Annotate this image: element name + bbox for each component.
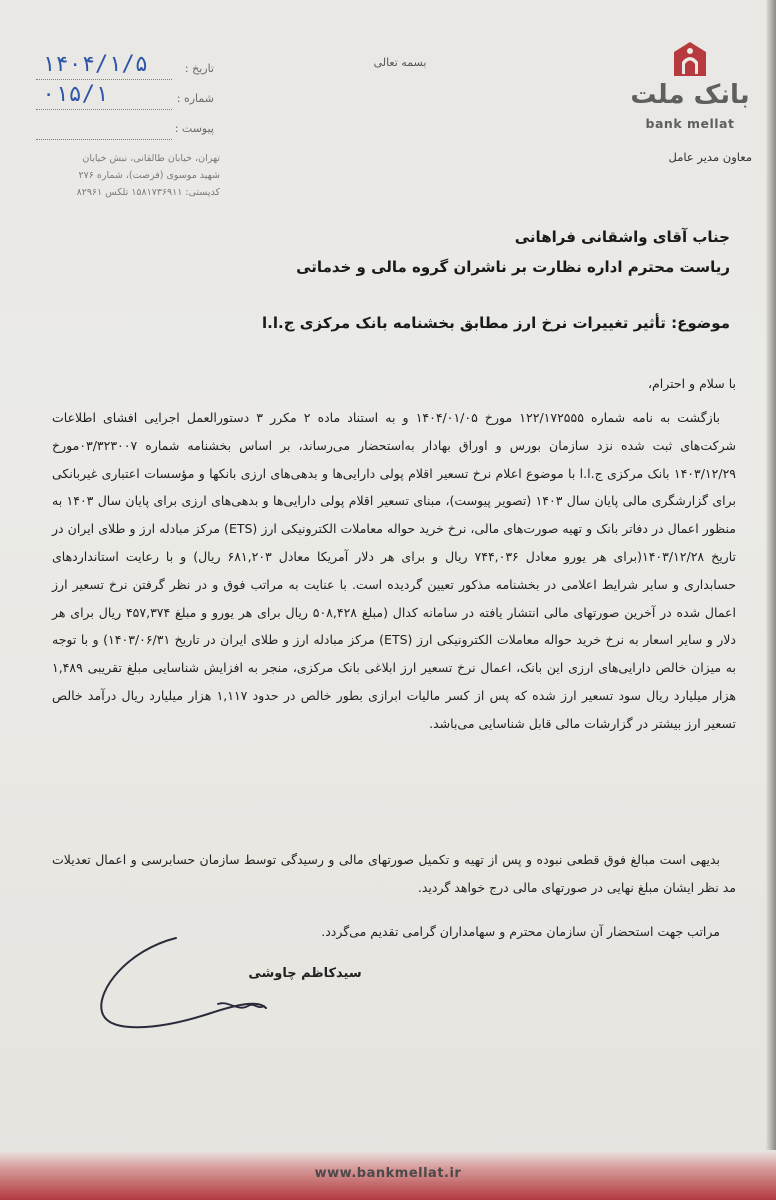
handwritten-signature — [88, 930, 318, 1040]
sender-position: معاون مدیر عامل — [668, 150, 752, 164]
page-edge-shadow — [766, 0, 776, 1200]
date-label: تاریخ : — [184, 62, 214, 75]
attachment-line — [36, 139, 172, 140]
bismillah: بسمه تعالی — [373, 56, 427, 69]
recipient-title: ریاست محترم اداره نظارت بر ناشران گروه مالی و خدماتی — [296, 258, 730, 276]
mellat-emblem-icon — [670, 40, 710, 80]
bank-address — [50, 150, 220, 201]
signer-name: سیدکاظم چاوشی — [248, 966, 362, 981]
greeting: با سلام و احترام، — [647, 376, 736, 391]
footer-website-link[interactable]: www.bankmellat.ir — [314, 1166, 462, 1181]
number-value: ۰۱۵/۱ — [42, 82, 109, 107]
bank-mellat-logo — [600, 40, 760, 140]
logo-name-en: bank mellat — [645, 116, 735, 131]
attachment-row — [28, 116, 218, 146]
letter-meta — [28, 52, 218, 146]
address-line-1: تهران، خیابان طالقانی، نبش خیابان — [82, 153, 220, 164]
body-paragraph-3: مراتب جهت استحضار آن سازمان محترم و سهامداران گرامی تقدیم می‌گردد. — [321, 924, 720, 939]
body-paragraph-1: بازگشت به نامه شماره ۱۲۲/۱۷۲۵۵۵ مورخ ۱۴۰۴/۰۱/۰۵ و به استناد ماده ۲ مکرر ۳ دستورالعمل اجرایی افشای اطلاعات شرکت‌های ثبت شده نزد سازمان بورس و اوراق بهادار بەاستحضار می‌رساند، بر اساس بخشنامه شماره ۰۳/۳۲۳۰۰۷مورخ ۱۴۰۳/۱۲/۲۹ بانک مرکزی ج.ا.ا با موضوع اعلام نرخ تسعیر اقلام پولی دارایی‌ها و بدهی‌های ارزی بانکها و مؤسسات اعتباری غیربانکی برای گزارشگری مالی پایان سال ۱۴۰۳ (تصویر پیوست)، مبنای تسعیر اقلام پولی دارایی‌ها و بدهی‌های ارزی برای پایان سال ۱۴۰۳ به منظور اعمال در دفاتر بانک و تهیه صورت‌های مالی، نرخ خرید حواله معاملات الکترونیکی ارز (ETS) مرکز مبادله ارز و طلای ایران در تاریخ ۱۴۰۳/۱۲/۲۸(برای هر یورو معادل ۷۴۴,۰۳۶ ریال و برای هر دلار آمریکا معادل ۶۸۱,۲۰۳ ریال) و با رعایت استانداردهای حسابداری و سایر شرایط اعلامی در بخشنامه مذکور تعیین گردیده است. با عنایت به مراتب فوق و در نظر گرفتن نرخ تسعیر ارز اعمال شده در آخرین صورتهای مالی انتشار یافته در سامانه کدال (مبلغ ۵۰۸,۴۲۸ ریال برای هر یورو و مبلغ ۴۵۷,۳۷۴ ریال برای هر دلار و سایر اسعار به نرخ خرید حواله معاملات الکترونیکی ارز (ETS) مرکز مبادله ارز و طلای ایران در تاریخ ۱۴۰۳/۰۶/۳۱) و با توجه به میزان خالص دارایی‌های ارزی این بانک، اعمال نرخ تسعیر ارز ابلاغی بانک مرکزی، منجر به افزایش شناسایی مبلغ تقریبی ۱,۴۸۹ هزار میلیارد ریال سود تسعیر ارز شده که پس از کسر مالیات ابرازی بطور خالص در حدود ۱,۱۱۷ هزار میلیارد ریال درآمد خالص تسعیر ارز بیشتر در گزارشات مالی قابل شناسایی می‌باشد. — [52, 410, 737, 731]
address-line-3: کدپستی: ۱۵۸۱۷۳۶۹۱۱ تلکس ۸۲۹۶۱ — [76, 187, 220, 198]
recipient-name: جناب آقای واشقانی فراهانی — [514, 228, 730, 246]
number-label: شماره : — [176, 92, 214, 105]
address-line-2: شهید موسوی (فرصت)، شماره ۲۷۶ — [78, 170, 220, 181]
date-value: ۱۴۰۴/۱/۵ — [42, 52, 148, 77]
letter-subject: موضوع: تأثیر تغییرات نرخ ارز مطابق بخشنامه بانک مرکزی ج.ا.ا — [262, 314, 730, 332]
number-row — [28, 82, 218, 116]
attachment-label: پیوست : — [174, 122, 214, 135]
number-line — [36, 109, 172, 110]
logo-name-fa: بانک ملت — [630, 80, 750, 110]
date-line — [36, 79, 172, 80]
body-paragraph-2: بدیهی است مبالغ فوق قطعی نبوده و پس از تهیه و تکمیل صورتهای مالی و رسیدگی توسط سازمان حسابرسی و اعمال تعدیلات مد نظر ایشان مبلغ نهایی در صورتهای مالی درج خواهد گردید. — [52, 852, 736, 895]
